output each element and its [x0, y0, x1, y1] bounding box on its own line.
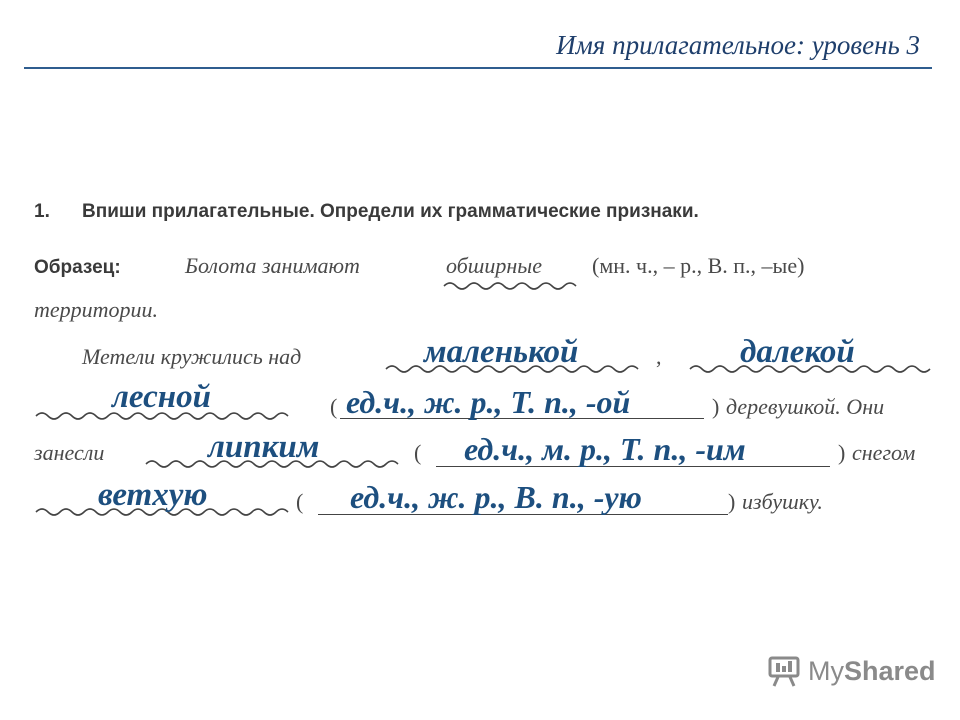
exercise-text-line3-start: занесли	[34, 440, 105, 465]
answer-word-5: ветхую	[98, 477, 208, 513]
watermark-brand-light: My	[808, 655, 844, 686]
page-title: Имя прилагательное: уровень 3	[556, 30, 920, 60]
answer-features-5: ед.ч., ж. р., В. п., -ую	[350, 479, 642, 515]
exercise-text-line2-end: деревушкой. Они	[726, 394, 885, 419]
exercise-text-line4-end: избушку.	[742, 489, 823, 514]
close-paren: )	[728, 489, 736, 514]
open-paren: (	[414, 440, 422, 465]
comma: ,	[656, 344, 662, 369]
sample-word: обширные	[446, 253, 542, 278]
close-paren: )	[712, 394, 720, 419]
answer-word-1: маленькой	[424, 334, 579, 370]
task-heading	[34, 201, 699, 223]
sample-word-wavy-underline	[442, 280, 574, 292]
answer-word-3: лесной	[112, 379, 211, 415]
sample-label: Образец:	[34, 257, 121, 278]
watermark-text	[808, 656, 936, 687]
task-number: 1.	[34, 201, 50, 222]
exercise-text-line3-end: снегом	[852, 440, 916, 465]
task-text: Впиши прилагательные. Определи их грамматические признаки.	[82, 201, 699, 222]
answer-word-4: липким	[208, 429, 320, 465]
answer-features-3: ед.ч., ж. р., Т. п., -ой	[346, 384, 631, 420]
sample-text: Болота занимают	[185, 253, 360, 278]
answer-features-4: ед.ч., м. р., Т. п., -им	[464, 431, 746, 467]
sample-features: (мн. ч., – р., В. п., –ые)	[592, 253, 805, 278]
open-paren: (	[330, 394, 338, 419]
open-paren: (	[296, 489, 304, 514]
answer-word-2: далекой	[740, 334, 855, 370]
myshared-watermark	[766, 655, 936, 687]
sample-text-line2: территории.	[34, 297, 159, 322]
presentation-board-icon	[766, 655, 802, 687]
title-divider	[24, 67, 932, 69]
watermark-brand-bold: Shared	[844, 655, 936, 686]
close-paren: )	[838, 440, 846, 465]
exercise-text-line1: Метели кружились над	[82, 344, 302, 369]
